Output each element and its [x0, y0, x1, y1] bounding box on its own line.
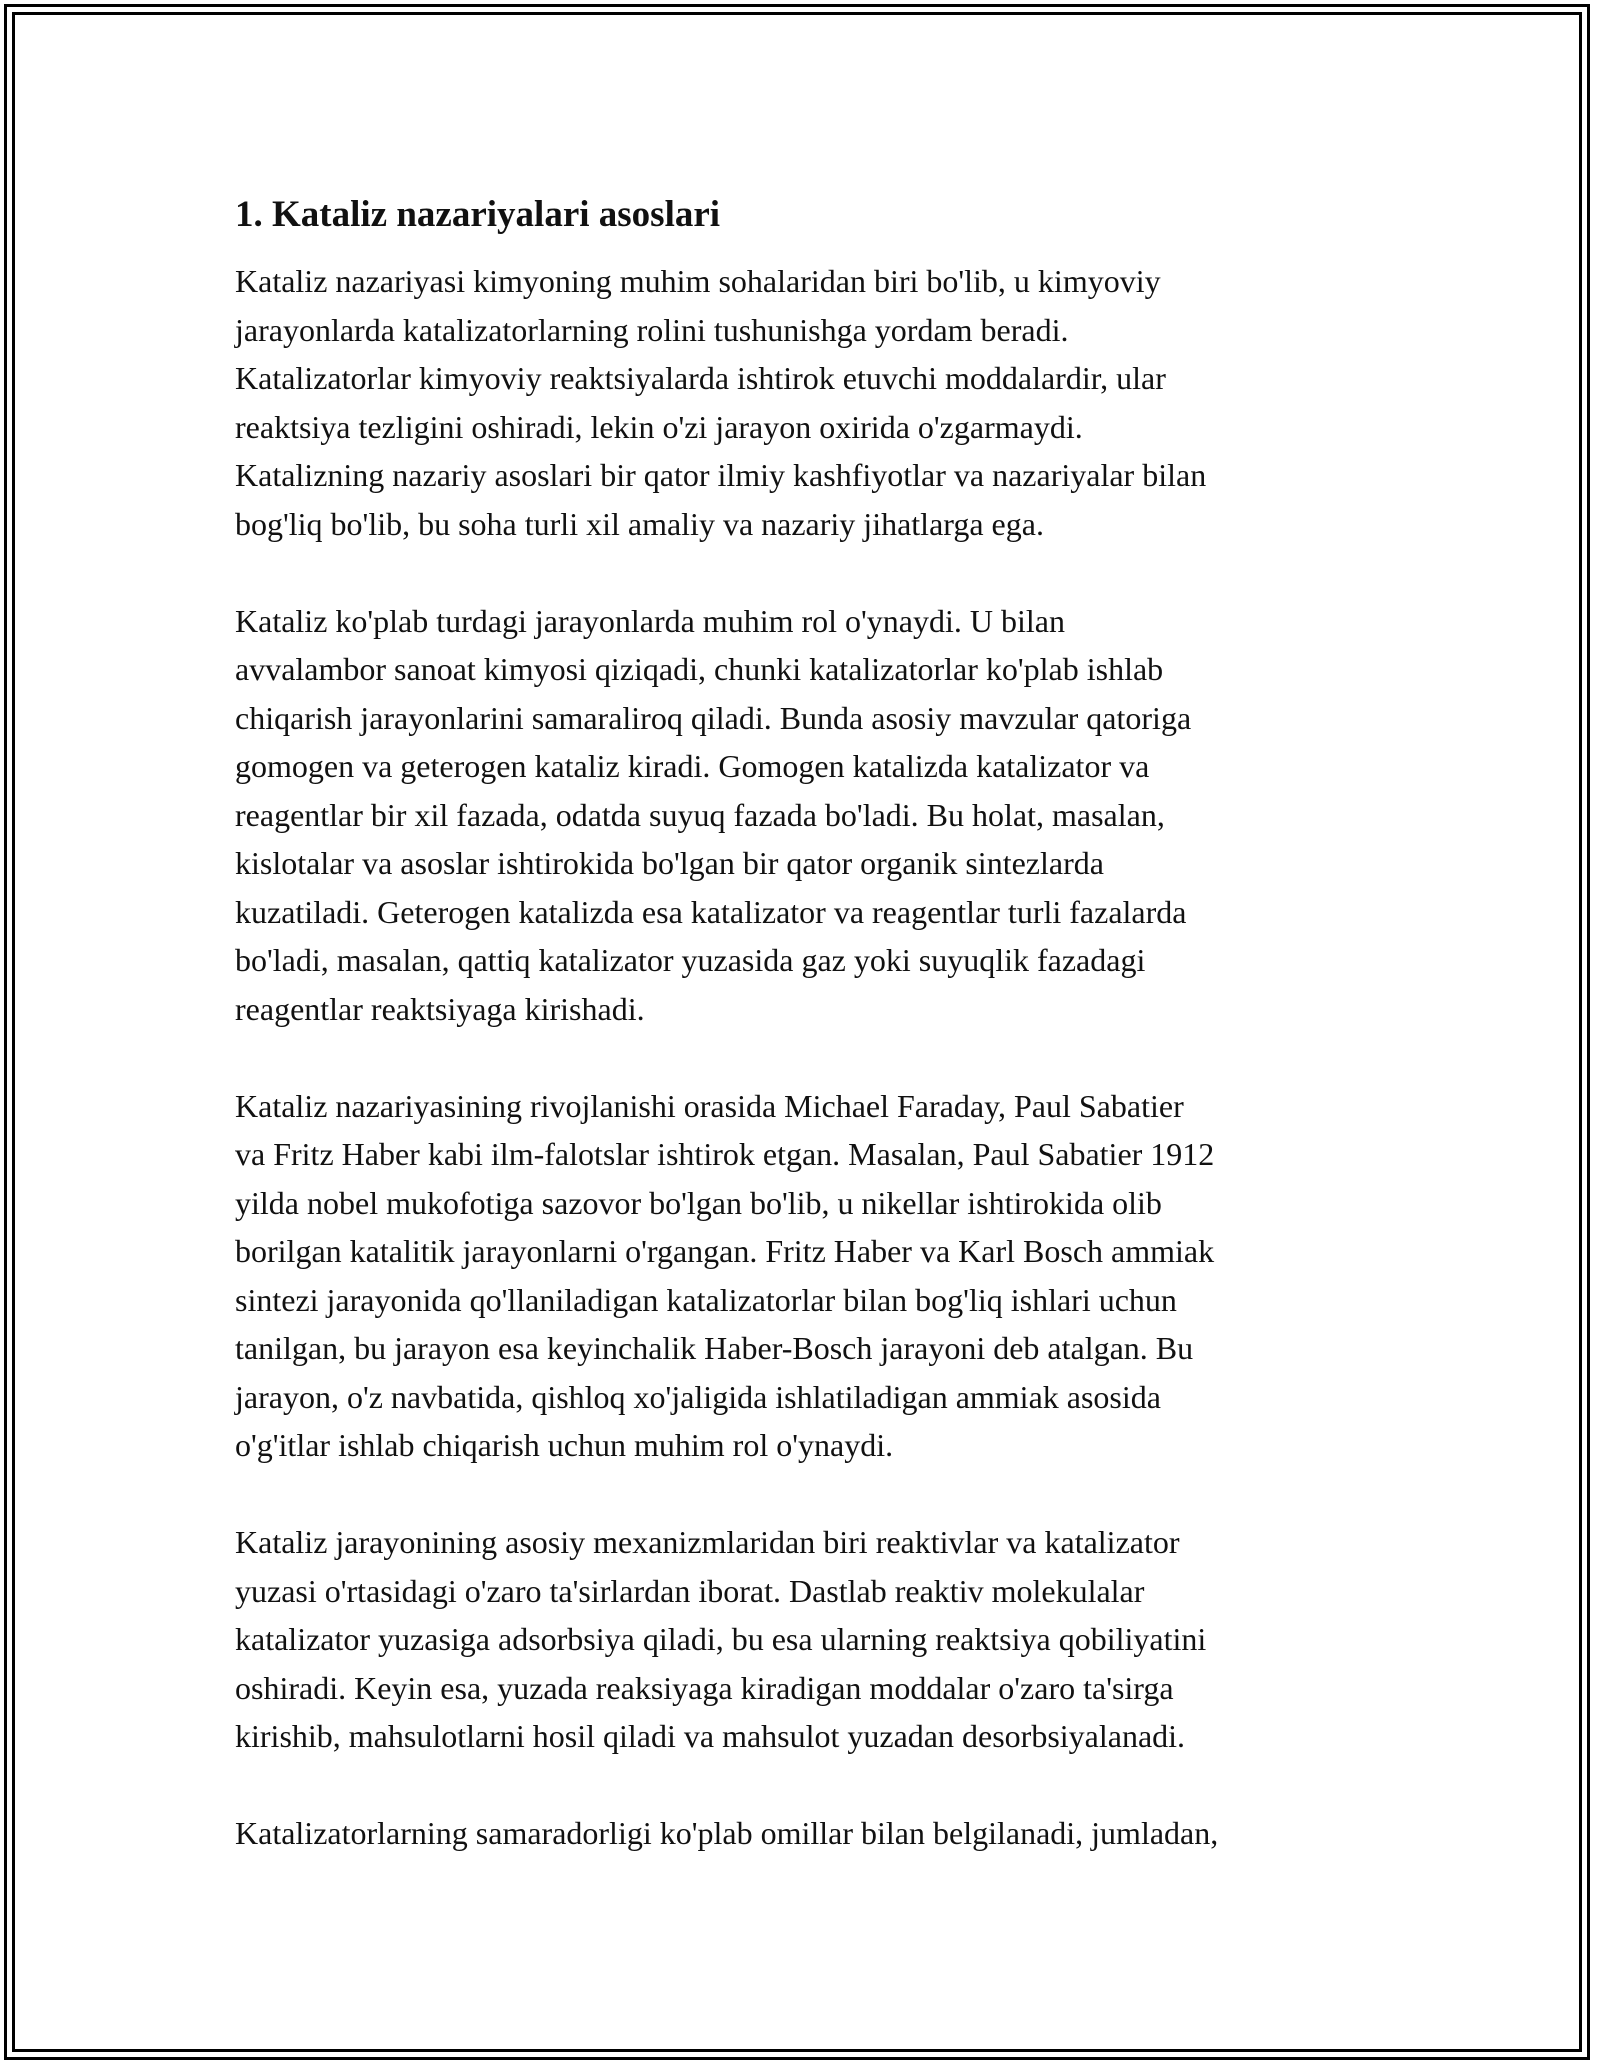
text-line: avvalambor sanoat kimyosi qiziqadi, chunki katalizatorlar ko'plab ishlab [235, 651, 1164, 687]
text-line: kuzatiladi. Geterogen katalizda esa katalizator va reagentlar turli fazalarda [235, 893, 1187, 930]
text-line: yuzasi o'rtasidagi o'zaro ta'sirlardan iborat. Dastlab reaktiv molekulalar [235, 1572, 1145, 1609]
text-line: Kataliz ko'plab turdagi jarayonlarda muhim rol o'ynaydi. U bilan [235, 602, 1065, 639]
text-line: kislotalar va asoslar ishtirokida bo'lgan bir qator organik sintezlarda [235, 845, 1104, 881]
text-line: borilgan katalitik jarayonlarni o'rgangan. Fritz Haber va Karl Bosch ammiak [235, 1233, 1215, 1269]
text-line: Kataliz jarayonining asosiy mexanizmlaridan biri reaktivlar va katalizator [235, 1524, 1180, 1560]
text-line: Katalizning nazariy asoslari bir qator ilmiy kashfiyotlar va nazariyalar bilan [235, 457, 1207, 493]
text-line: tanilgan, bu jarayon esa keyinchalik Haber-Bosch jarayoni deb atalgan. Bu [235, 1330, 1194, 1366]
text-line: gomogen va geterogen kataliz kiradi. Gomogen katalizda katalizator va [235, 748, 1150, 784]
document-body [235, 187, 1380, 1906]
text-line: o'g'itlar ishlab chiqarish uchun muhim rol o'ynaydi. [235, 1427, 894, 1463]
paragraph-history [235, 1082, 1380, 1470]
paragraph-intro [235, 257, 1380, 548]
text-line: jarayon, o'z navbatida, qishloq xo'jaligida ishlatiladigan ammiak asosida [235, 1378, 1161, 1415]
text-line: reaktsiya tezligini oshiradi, lekin o'zi jarayon oxirida o'zgarmaydi. [235, 408, 1083, 445]
text-line: yilda nobel mukofotiga sazovor bo'lgan bo'lib, u nikellar ishtirokida olib [235, 1184, 1162, 1221]
text-line: oshiradi. Keyin esa, yuzada reaksiyaga kiradigan moddalar o'zaro ta'sirga [235, 1669, 1174, 1706]
text-line: bog'liq bo'lib, bu soha turli xil amaliy va nazariy jihatlarga ega. [235, 505, 1044, 542]
text-line: Katalizatorlar kimyoviy reaktsiyalarda ishtirok etuvchi moddalardir, ular [235, 360, 1166, 396]
paragraph-mechanism [235, 1518, 1380, 1761]
text-line: va Fritz Haber kabi ilm-falotslar ishtirok etgan. Masalan, Paul Sabatier 1912 [235, 1136, 1215, 1172]
text-line: Kataliz nazariyasining rivojlanishi orasida Michael Faraday, Paul Sabatier [235, 1087, 1184, 1124]
text-line: Kataliz nazariyasi kimyoning muhim sohalaridan biri bo'lib, u kimyoviy [235, 263, 1161, 299]
text-line: reagentlar bir xil fazada, odatda suyuq fazada bo'ladi. Bu holat, masalan, [235, 796, 1165, 833]
text-line: Katalizatorlarning samaradorligi ko'plab omillar bilan belgilanadi, jumladan, [235, 1815, 1219, 1851]
text-line: chiqarish jarayonlarini samaraliroq qiladi. Bunda asosiy mavzular qatoriga [235, 699, 1192, 736]
paragraph-efficiency [235, 1809, 1380, 1858]
text-line: reagentlar reaktsiyaga kirishadi. [235, 990, 645, 1027]
section-heading: 1. Kataliz nazariyalari asoslari [235, 194, 721, 235]
text-line: jarayonlarda katalizatorlarning rolini tushunishga yordam beradi. [235, 311, 1069, 348]
text-line: sintezi jarayonida qo'llaniladigan katalizatorlar bilan bog'liq ishlari uchun [235, 1281, 1177, 1318]
text-line: katalizator yuzasiga adsorbsiya qiladi, bu esa ularning reaktsiya qobiliyatini [235, 1621, 1207, 1657]
paragraph-catalysis-types [235, 597, 1380, 1034]
text-line: kirishib, mahsulotlarni hosil qiladi va mahsulot yuzadan desorbsiyalanadi. [235, 1718, 1186, 1754]
text-line: bo'ladi, masalan, qattiq katalizator yuzasida gaz yoki suyuqlik fazadagi [235, 942, 1146, 978]
